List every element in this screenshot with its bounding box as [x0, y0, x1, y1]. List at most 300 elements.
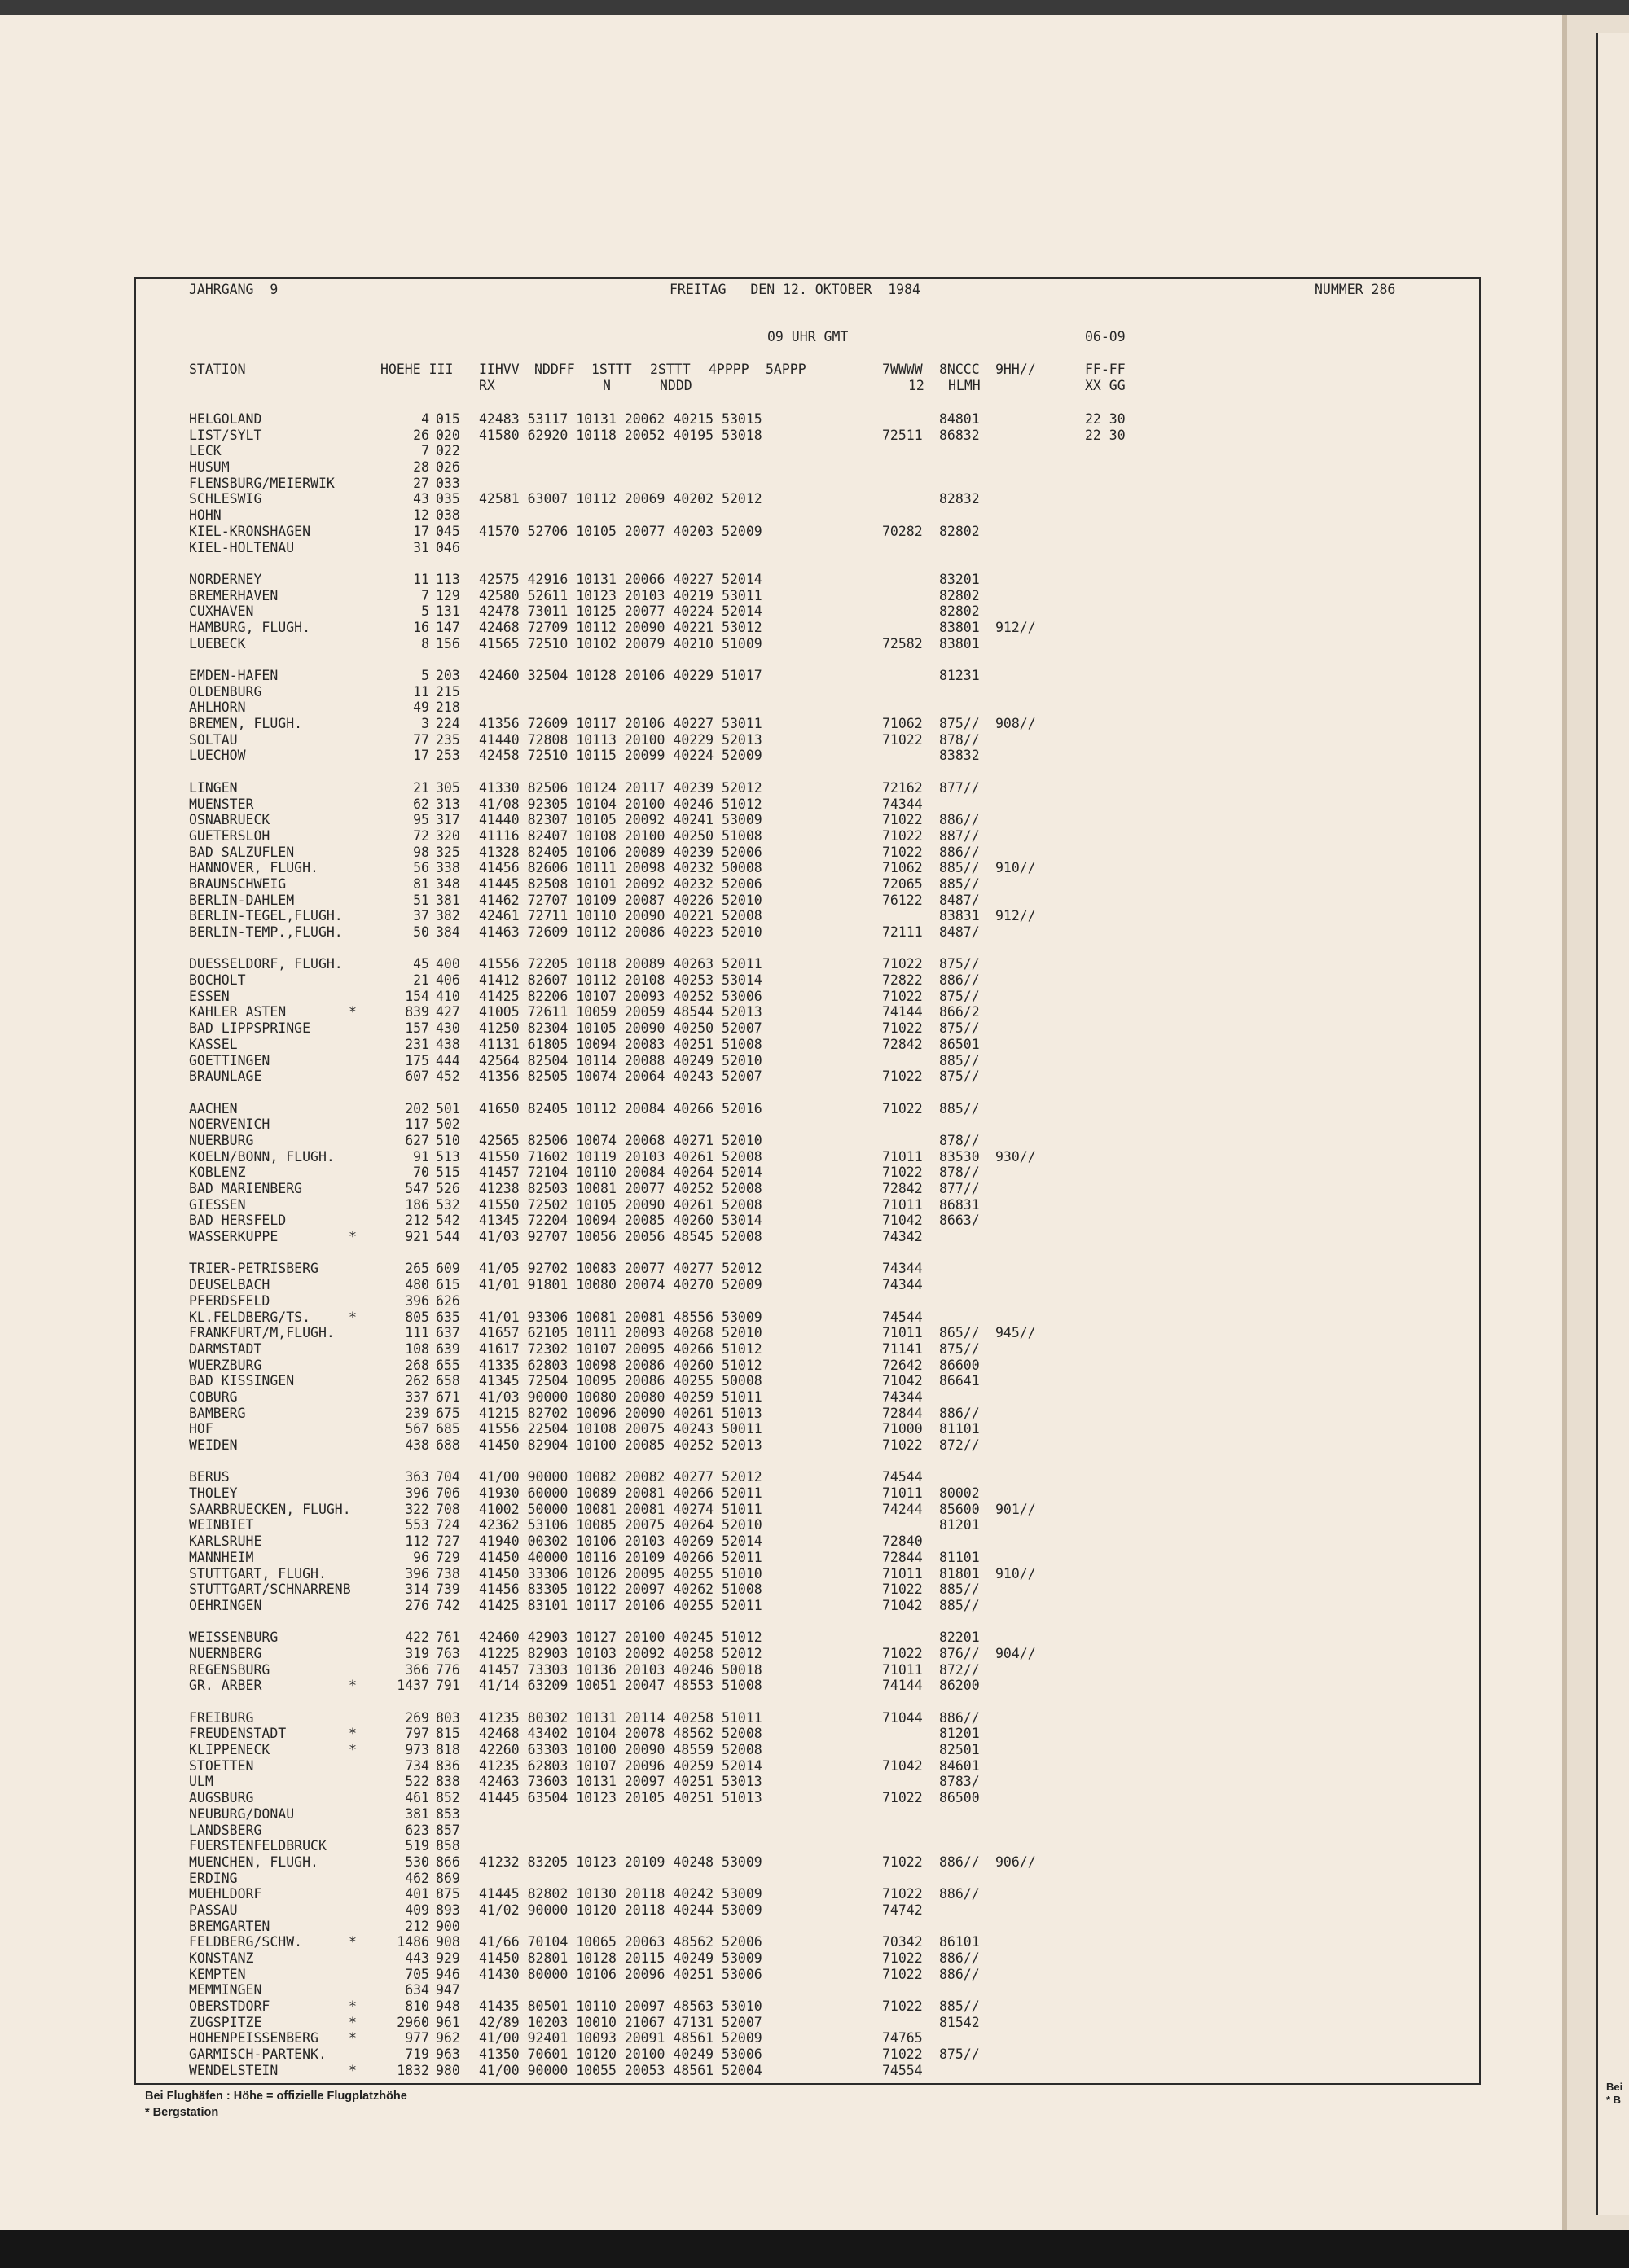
- synop-groups: 41/03 90000 10080 20080 40259 51011: [479, 1388, 762, 1405]
- mountain-marker: [349, 828, 362, 844]
- hoehe-value: 43: [413, 491, 429, 507]
- mountain-marker: [349, 428, 362, 444]
- 8nccc-value: [939, 1982, 990, 1998]
- iii-value: 510: [436, 1132, 460, 1148]
- 8nccc-value: 82832: [939, 491, 980, 507]
- mountain-marker: [349, 1982, 362, 1998]
- ff-ff-value: [1085, 1197, 1135, 1213]
- iii-value: 046: [436, 539, 460, 555]
- ff-ff-value: [1085, 989, 1135, 1005]
- iii-value: 685: [436, 1421, 460, 1437]
- mountain-marker: [349, 908, 362, 924]
- ff-ff-value: [1085, 1053, 1135, 1069]
- 8nccc-value: 8487/: [939, 924, 980, 940]
- mountain-marker: *: [349, 1229, 357, 1245]
- ff-ff-value: [1085, 1068, 1135, 1085]
- synop-groups: 41/08 92305 10104 20100 40246 51012: [479, 796, 762, 812]
- 9hh-value: [995, 1550, 1046, 1566]
- mountain-marker: [349, 668, 362, 684]
- 9hh-value: [995, 1389, 1046, 1406]
- synop-groups: 42565 82506 10074 20068 40271 52010: [479, 1132, 762, 1148]
- 9hh-value: [995, 476, 1046, 492]
- iii-value: 338: [436, 860, 460, 876]
- synop-groups: 41930 60000 10089 20081 40266 52011: [479, 1485, 762, 1502]
- mountain-marker: [349, 1581, 362, 1598]
- 8nccc-value: 887//: [939, 827, 980, 844]
- hoehe-value: 98: [413, 844, 429, 860]
- station-name: GR. ARBER: [189, 1678, 262, 1694]
- station-name: ERDING: [189, 1870, 238, 1886]
- iii-value: 147: [436, 619, 460, 635]
- synop-groups: 41335 62803 10098 20086 40260 51012: [479, 1357, 762, 1373]
- iii-value: 724: [436, 1517, 460, 1533]
- synop-groups: 41456 83305 10122 20097 40262 51008: [479, 1581, 762, 1598]
- 8nccc-value: 86200: [939, 1678, 980, 1694]
- iii-value: 727: [436, 1533, 460, 1550]
- 8nccc-value: 872//: [939, 1437, 980, 1453]
- iii-value: 317: [436, 812, 460, 828]
- synop-groups: 41215 82702 10096 20090 40261 51013: [479, 1405, 762, 1421]
- station-name: NEUBURG/DONAU: [189, 1805, 295, 1822]
- mountain-marker: [349, 1485, 362, 1502]
- col-station: STATION: [189, 362, 246, 377]
- 9hh-value: 910//: [995, 860, 1036, 876]
- ff-ff-value: [1085, 1165, 1135, 1181]
- 7wwww-value: [882, 668, 933, 684]
- station-name: BERLIN-DAHLEM: [189, 892, 295, 908]
- hoehe-value: 77: [413, 731, 429, 748]
- mountain-marker: [349, 1197, 362, 1213]
- 9hh-value: [995, 1229, 1046, 1245]
- mountain-marker: *: [349, 2062, 357, 2078]
- synop-groups: 41/03 92707 10056 20056 48545 52008: [479, 1229, 762, 1245]
- station-name: BREMEN, FLUGH.: [189, 716, 303, 732]
- iii-value: 803: [436, 1709, 460, 1726]
- iii-value: 430: [436, 1020, 460, 1037]
- iii-value: 776: [436, 1661, 460, 1678]
- 7wwww-value: [882, 1726, 933, 1742]
- iii-value: 313: [436, 796, 460, 812]
- station-name: ZUGSPITZE: [189, 2014, 262, 2030]
- mountain-marker: *: [349, 2030, 357, 2046]
- synop-groups: 41425 82206 10107 20093 40252 53006: [479, 988, 762, 1004]
- ff-ff-value: [1085, 1790, 1135, 1806]
- station-name: BRAUNLAGE: [189, 1068, 262, 1085]
- iii-value: 033: [436, 475, 460, 491]
- 9hh-value: [995, 1598, 1046, 1614]
- ff-ff-value: [1085, 700, 1135, 716]
- synop-groups: 42463 73603 10131 20097 40251 53013: [479, 1774, 762, 1790]
- synop-groups: 41356 72609 10117 20106 40227 53011: [479, 716, 762, 732]
- 7wwww-value: [882, 1982, 933, 1998]
- hoehe-value: 634: [405, 1982, 429, 1998]
- mountain-marker: [349, 1662, 362, 1678]
- 9hh-value: [995, 1165, 1046, 1181]
- hoehe-value: 11: [413, 683, 429, 700]
- iii-value: 908: [436, 1934, 460, 1950]
- 9hh-value: [995, 1790, 1046, 1806]
- station-name: NUERBURG: [189, 1132, 254, 1148]
- ff-ff-value: [1085, 908, 1135, 924]
- 8nccc-value: [939, 2063, 990, 2079]
- mountain-marker: [349, 1341, 362, 1358]
- iii-value: 857: [436, 1822, 460, 1838]
- 8nccc-value: [939, 443, 990, 459]
- ff-ff-value: [1085, 1550, 1135, 1566]
- hoehe-value: 276: [405, 1597, 429, 1613]
- iii-value: 131: [436, 603, 460, 620]
- station-name: HAMBURG, FLUGH.: [189, 619, 311, 635]
- mountain-marker: [349, 572, 362, 588]
- iii-value: 658: [436, 1373, 460, 1389]
- 9hh-value: [995, 1533, 1046, 1550]
- iii-value: 893: [436, 1902, 460, 1918]
- 8nccc-value: 86501: [939, 1036, 980, 1052]
- 9hh-value: [995, 1037, 1046, 1053]
- ff-ff-value: [1085, 812, 1135, 828]
- station-name: OBERSTDORF: [189, 1998, 270, 2015]
- 9hh-value: [995, 1998, 1046, 2015]
- 9hh-value: [995, 603, 1046, 620]
- 9hh-value: [995, 588, 1046, 604]
- station-name: NUERNBERG: [189, 1645, 262, 1661]
- hoehe-value: 157: [405, 1020, 429, 1037]
- 8nccc-value: [939, 540, 990, 556]
- synop-groups: [479, 476, 821, 492]
- hoehe-value: 314: [405, 1581, 429, 1598]
- synop-groups: [479, 1871, 821, 1887]
- 7wwww-value: 71022: [882, 1100, 923, 1116]
- iii-value: 946: [436, 1966, 460, 1982]
- 9hh-value: [995, 1421, 1046, 1437]
- 8nccc-value: 885//: [939, 875, 980, 892]
- iii-value: 637: [436, 1325, 460, 1341]
- hoehe-value: 112: [405, 1533, 429, 1550]
- 8nccc-value: 875//: [939, 1068, 980, 1085]
- ff-ff-value: [1085, 972, 1135, 989]
- 8nccc-value: 885//: [939, 1581, 980, 1598]
- ff-ff-value: [1085, 1678, 1135, 1694]
- synop-groups: 41435 80501 10110 20097 48563 53010: [479, 1998, 762, 2015]
- hoehe-value: 547: [405, 1181, 429, 1196]
- 9hh-value: [995, 1213, 1046, 1229]
- mountain-marker: [349, 540, 362, 556]
- 9hh-value: [995, 1742, 1046, 1758]
- synop-groups: 41556 72205 10118 20089 40263 52011: [479, 956, 762, 972]
- 7wwww-value: 74554: [882, 2062, 923, 2078]
- ff-ff-value: [1085, 924, 1135, 941]
- synop-groups: 41005 72611 10059 20059 48544 52013: [479, 1004, 762, 1020]
- ff-ff-value: [1085, 668, 1135, 684]
- iii-value: 838: [436, 1774, 460, 1790]
- mountain-marker: [349, 1068, 362, 1085]
- adjacent-page-edge: [1596, 33, 1629, 2215]
- synop-groups: [479, 1293, 821, 1309]
- synop-groups: 41617 72302 10107 20095 40266 51012: [479, 1340, 762, 1357]
- station-name: MEMMINGEN: [189, 1982, 262, 1998]
- synop-groups: [479, 459, 821, 476]
- 8nccc-value: [939, 1116, 990, 1133]
- iii-value: 963: [436, 2046, 460, 2063]
- 7wwww-value: 72065: [882, 875, 923, 892]
- synop-groups: 41657 62105 10111 20093 40268 52010: [479, 1325, 762, 1341]
- iii-value: 853: [436, 1805, 460, 1822]
- mountain-marker: [349, 924, 362, 941]
- station-name: GIESSEN: [189, 1196, 246, 1213]
- mountain-marker: [349, 1838, 362, 1854]
- 8nccc-value: 8663/: [939, 1213, 980, 1229]
- station-name: LIST/SYLT: [189, 427, 262, 443]
- 8nccc-value: 875//: [939, 1340, 980, 1357]
- 7wwww-value: 71022: [882, 827, 923, 844]
- hoehe-value: 17: [413, 523, 429, 539]
- hoehe-value: 366: [405, 1661, 429, 1678]
- 8nccc-value: 84801: [939, 411, 980, 427]
- ff-ff-value: [1085, 1662, 1135, 1678]
- 7wwww-value: [882, 443, 933, 459]
- synop-groups: 41232 83205 10123 20109 40248 53009: [479, 1853, 762, 1870]
- mountain-marker: [349, 1550, 362, 1566]
- iii-value: 639: [436, 1340, 460, 1357]
- 8nccc-value: 872//: [939, 1661, 980, 1678]
- ff-ff-value: [1085, 1004, 1135, 1020]
- synop-groups: 41457 72104 10110 20084 40264 52014: [479, 1165, 762, 1181]
- 8nccc-value: 886//: [939, 812, 980, 828]
- hoehe-value: 7: [421, 587, 429, 603]
- synop-groups-column: [479, 411, 821, 2079]
- 8nccc-value: [939, 2030, 990, 2046]
- iii-value: 156: [436, 635, 460, 651]
- hoehe-value: 21: [413, 779, 429, 796]
- synop-groups: 41550 71602 10119 20103 40261 52008: [479, 1148, 762, 1165]
- 8nccc-value: 83801: [939, 635, 980, 651]
- station-name: GARMISCH-PARTENK.: [189, 2046, 327, 2063]
- 9hh-value: [995, 1197, 1046, 1213]
- hoehe-value: 553: [405, 1517, 429, 1533]
- station-name: BAD SALZUFLEN: [189, 844, 295, 860]
- col-iihvv: IIHVV: [479, 362, 520, 377]
- iii-value: 688: [436, 1437, 460, 1453]
- hoehe-value: 422: [405, 1630, 429, 1646]
- mountain-marker: [349, 1886, 362, 1902]
- station-name: FUERSTENFELDBRUCK: [189, 1838, 327, 1854]
- 8nccc-value: 85600: [939, 1501, 980, 1517]
- scan-bottom-border: [0, 2230, 1629, 2268]
- synop-groups: 42460 42903 10127 20100 40245 51012: [479, 1630, 762, 1646]
- 8nccc-value: [939, 684, 990, 700]
- ff-ff-value: [1085, 1101, 1135, 1117]
- 7wwww-value: [882, 1806, 933, 1823]
- hoehe-value: 49: [413, 700, 429, 716]
- mountain-marker: [349, 1469, 362, 1485]
- 7wwww-value: [882, 491, 933, 507]
- hoehe-value: 21: [413, 972, 429, 989]
- ff-ff-value: [1085, 1598, 1135, 1614]
- 7wwww-value: 71011: [882, 1661, 923, 1678]
- 7wwww-value: [882, 459, 933, 476]
- station-name: KIEL-HOLTENAU: [189, 539, 295, 555]
- station-name: BAD MARIENBERG: [189, 1181, 303, 1196]
- mountain-marker: [349, 796, 362, 813]
- 9hh-value: [995, 1934, 1046, 1950]
- ff-ff-value: [1085, 1838, 1135, 1854]
- 7wwww-value: 74742: [882, 1902, 923, 1918]
- mountain-marker: *: [349, 1934, 357, 1950]
- 7wwww-value: 74544: [882, 1469, 923, 1485]
- mountain-marker: [349, 989, 362, 1005]
- iii-value: 900: [436, 1918, 460, 1934]
- iii-value: 320: [436, 827, 460, 844]
- station-name: WUERZBURG: [189, 1357, 262, 1373]
- adjacent-page-text: Bei * B: [1606, 2081, 1623, 2106]
- iii-value: 615: [436, 1277, 460, 1293]
- 7wwww-value: 71022: [882, 988, 923, 1004]
- 7wwww-value: [882, 684, 933, 700]
- mountain-marker: [349, 812, 362, 828]
- iii-value: 738: [436, 1565, 460, 1581]
- station-name: BREMGARTEN: [189, 1918, 270, 1934]
- 9hh-value: [995, 1358, 1046, 1374]
- 7wwww-value: 71042: [882, 1213, 923, 1229]
- mountain-marker: [349, 700, 362, 716]
- mountain-marker: [349, 1389, 362, 1406]
- ff-ff-value: [1085, 1886, 1135, 1902]
- 9hh-value: [995, 1838, 1046, 1854]
- station-name: BAMBERG: [189, 1405, 246, 1421]
- 7wwww-value: 71022: [882, 1966, 923, 1982]
- 7wwww-value: [882, 2015, 933, 2031]
- synop-groups: 41/00 90000 10082 20082 40277 52012: [479, 1469, 762, 1485]
- synop-groups: 41445 63504 10123 20105 40251 51013: [479, 1790, 762, 1806]
- synop-groups: 42483 53117 10131 20062 40215 53015: [479, 411, 762, 427]
- 7wwww-value: [882, 620, 933, 636]
- synop-groups: 41570 52706 10105 20077 40203 52009: [479, 523, 762, 539]
- 7wwww-value: [882, 507, 933, 524]
- 7wwww-value: [882, 1742, 933, 1758]
- synop-groups: 41250 82304 10105 20090 40250 52007: [479, 1020, 762, 1037]
- 8nccc-value: 875//: [939, 716, 980, 732]
- station-name: LUEBECK: [189, 635, 246, 651]
- 8nccc-value: [939, 700, 990, 716]
- 9hh-value: [995, 459, 1046, 476]
- hoehe-value: 363: [405, 1469, 429, 1485]
- station-name: KAHLER ASTEN: [189, 1004, 287, 1020]
- station-name: KOBLENZ: [189, 1165, 246, 1181]
- ff-ff-value: [1085, 1919, 1135, 1935]
- 7wwww-value: [882, 588, 933, 604]
- 7wwww-value: 71011: [882, 1485, 923, 1502]
- 7wwww-value: 74144: [882, 1004, 923, 1020]
- ff-ff-value: [1085, 860, 1135, 876]
- iii-value: 675: [436, 1405, 460, 1421]
- ff-ff-value: [1085, 491, 1135, 507]
- hoehe-value: 810: [405, 1998, 429, 2015]
- 8nccc-value: 83201: [939, 571, 980, 587]
- ff-ff-value: [1085, 507, 1135, 524]
- synop-groups: 41/66 70104 10065 20063 48562 52006: [479, 1934, 762, 1950]
- ff-ff-value: [1085, 1630, 1135, 1646]
- station-name: KOELN/BONN, FLUGH.: [189, 1148, 335, 1165]
- 7wwww-value: [882, 1053, 933, 1069]
- hoehe-value: 51: [413, 892, 429, 908]
- synop-groups: 41345 72204 10094 20085 40260 53014: [479, 1213, 762, 1229]
- iii-value: 444: [436, 1052, 460, 1068]
- station-name: LINGEN: [189, 779, 238, 796]
- 8nccc-value: 885//: [939, 1052, 980, 1068]
- station-name: ESSEN: [189, 988, 230, 1004]
- mountain-marker: [349, 1598, 362, 1614]
- ff-ff-value: [1085, 1116, 1135, 1133]
- 7wwww-value: 71022: [882, 1853, 923, 1870]
- hoehe-value: 607: [405, 1068, 429, 1085]
- ff-ff-value: [1085, 1277, 1135, 1293]
- 9hh-value: [995, 1630, 1046, 1646]
- iii-value: 704: [436, 1469, 460, 1485]
- station-name: FREIBURG: [189, 1709, 254, 1726]
- hoehe-value: 95: [413, 812, 429, 828]
- ff-ff-column: [1085, 411, 1135, 2079]
- hoehe-value: 12: [413, 507, 429, 524]
- mountain-marker: [349, 620, 362, 636]
- 7wwww-value: 72511: [882, 427, 923, 443]
- synop-groups: 41440 72808 10113 20100 40229 52013: [479, 731, 762, 748]
- 7wwww-value: [882, 572, 933, 588]
- ff-ff-value: [1085, 1967, 1135, 1983]
- station-name: TRIER-PETRISBERG: [189, 1261, 318, 1277]
- issue-date: FREITAG DEN 12. OKTOBER 1984: [670, 282, 920, 297]
- hoehe-value: 45: [413, 956, 429, 972]
- 8nccc-value: 8487/: [939, 892, 980, 908]
- synop-groups: 41580 62920 10118 20052 40195 53018: [479, 427, 762, 443]
- 9hh-value: [995, 780, 1046, 796]
- mountain-marker: [349, 459, 362, 476]
- ff-ff-value: [1085, 1533, 1135, 1550]
- iii-value: 427: [436, 1004, 460, 1020]
- station-name: DEUSELBACH: [189, 1277, 270, 1293]
- 8nccc-value: 82201: [939, 1630, 980, 1646]
- hoehe-value: 530: [405, 1853, 429, 1870]
- hoehe-value: 396: [405, 1292, 429, 1309]
- 7wwww-value: [882, 908, 933, 924]
- 8nccc-value: 83530: [939, 1148, 980, 1165]
- ff-ff-value: [1085, 844, 1135, 861]
- hoehe-value: 50: [413, 924, 429, 940]
- 7wwww-value: 74344: [882, 1388, 923, 1405]
- mountain-marker: [349, 476, 362, 492]
- binding-edge: [1562, 15, 1567, 2230]
- 9hh-value: [995, 1982, 1046, 1998]
- iii-value: 948: [436, 1998, 460, 2015]
- station-name: LANDSBERG: [189, 1822, 262, 1838]
- station-name: NORDERNEY: [189, 571, 262, 587]
- station-name: COBURG: [189, 1388, 238, 1405]
- 8nccc-value: 81231: [939, 668, 980, 683]
- ff-ff-value: [1085, 2063, 1135, 2079]
- 8nccc-value: 83831: [939, 908, 980, 924]
- 7wwww-value: [882, 748, 933, 764]
- 9hh-value: [995, 1133, 1046, 1149]
- 7wwww-value: 71022: [882, 1165, 923, 1181]
- hoehe-value: 1486: [397, 1934, 429, 1950]
- ff-ff-value: [1085, 1373, 1135, 1389]
- synop-groups: [479, 700, 821, 716]
- station-name: CUXHAVEN: [189, 603, 254, 620]
- mountain-marker: [349, 1967, 362, 1983]
- station-name: HOHN: [189, 507, 222, 524]
- synop-groups: 41440 82307 10105 20092 40241 53009: [479, 812, 762, 828]
- station-name: WEIDEN: [189, 1437, 238, 1453]
- 7wwww-value: 71022: [882, 1998, 923, 2015]
